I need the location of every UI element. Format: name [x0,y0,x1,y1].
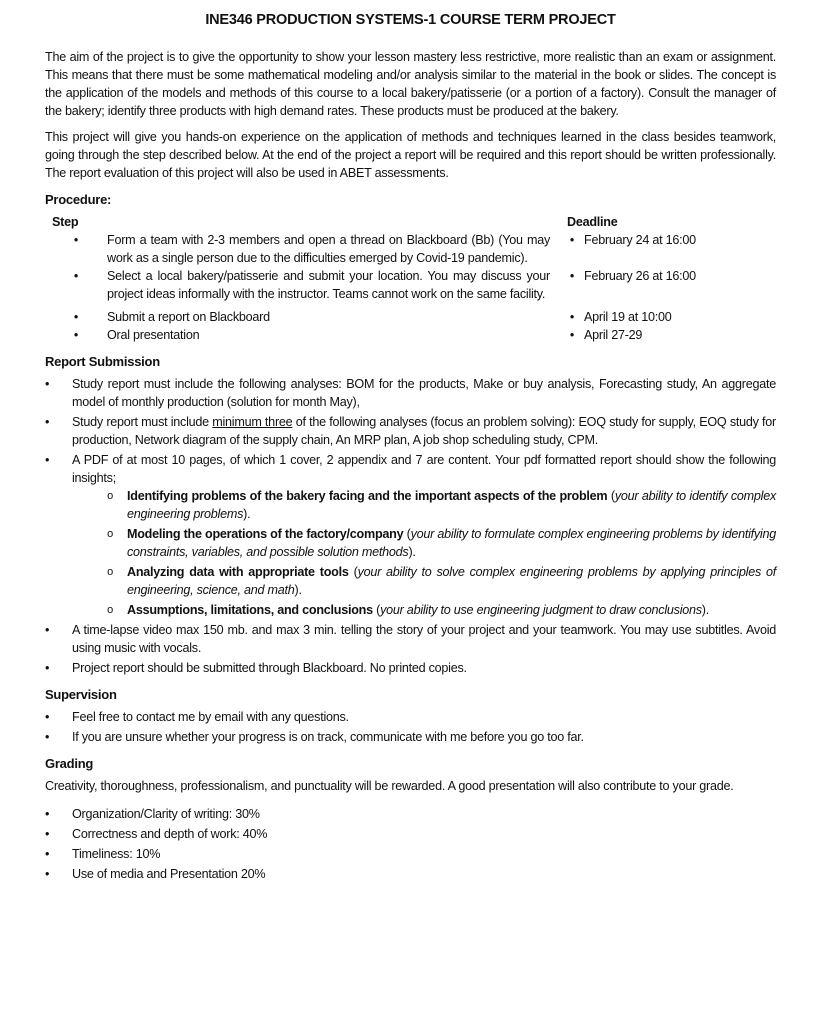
list-item [45,805,776,823]
procedure-row [45,267,776,303]
list-item [45,375,776,411]
list-item-text: If you are unsure whether your progress is on track, communicate with me before you go too far. [72,730,584,744]
list-item [45,621,776,657]
report-submission-heading: Report Submission [45,354,160,369]
list-item [45,825,776,843]
bullet: • [45,867,50,881]
list-item-text: A PDF of at most 10 pages, of which 1 cover, 2 appendix and 7 are content. Your pdf formatted report should show the following insights; [72,453,776,485]
procedure-row [45,308,776,326]
list-item-text: Feel free to contact me by email with any questions. [72,710,349,724]
bullet: • [73,328,79,342]
list-item-text: Organization/Clarity of writing: 30% [72,807,260,821]
list-item [45,451,776,487]
report-list [45,375,776,487]
list-item [45,708,776,726]
insight-item: o Identifying problems of the bakery facing and the important aspects of the problem (your ability to identify complex engineering problems). [45,487,776,523]
insight-title: Analyzing data with appropriate tools [127,565,349,579]
bullet: • [569,310,575,324]
insight-note: your ability to solve complex engineering problems by applying principles of engineering, science, and math [127,565,776,597]
step-header: Step [52,215,79,229]
procedure-header-row [52,213,776,231]
text-segment: Study report must include [72,415,213,429]
bullet: • [73,310,79,324]
list-item-text: A time-lapse video max 150 mb. and max 3 min. telling the story of your project and your teamwork. You may use subtitles. Avoid using music with vocals. [72,623,776,655]
bullet: • [45,661,50,675]
deadline-text: April 19 at 10:00 [584,310,672,324]
grading-heading: Grading [45,756,94,771]
procedure-row [45,231,776,267]
bullet: • [45,710,50,724]
list-item-text: Timeliness: 10% [72,847,161,861]
report-list-continued [45,621,776,677]
deadline-header: Deadline [567,215,618,229]
bullet: • [73,269,79,283]
supervision-heading: Supervision [45,687,117,702]
list-item-text: Study report must include the following analyses: BOM for the products, Make or buy analysis, Forecasting study, An aggregate model of monthly production (solution for month May), [72,377,776,409]
list-item [45,413,776,449]
procedure-heading: Procedure: [45,192,112,207]
insights-list [45,487,776,619]
bullet: • [45,623,50,637]
deadline-text: February 26 at 16:00 [584,269,696,283]
list-item [45,845,776,863]
insight-title: Assumptions, limitations, and conclusions [127,603,373,617]
bullet: • [45,415,50,429]
bullet: • [45,827,50,841]
insight-item: o Analyzing data with appropriate tools (your ability to solve complex engineering problems by applying principles of engineering, science, and math). [45,563,776,599]
step-text: Submit a report on Blackboard [107,310,270,324]
procedure-table [45,231,776,344]
step-text: Form a team with 2-3 members and open a thread on Blackboard (Bb) (You may work as a single person due to the difficulties emerged by Covid-19 pandemic). [107,233,550,265]
intro-paragraph: This project will give you hands-on experience on the application of methods and techniques learned in the class besides teamwork, going through the step described below. At the end of the project a report will be required and this report should be written professionally. The report evaluation of this project will also be used in ABET assessments. [45,130,776,180]
sub-bullet: o [107,566,113,578]
sub-bullet: o [107,604,113,616]
insight-item: o Modeling the operations of the factory/company (your ability to formulate complex engineering problems by identifying constraints, variables, and possible solution methods). [45,525,776,561]
bullet: • [45,730,50,744]
list-item-text: Use of media and Presentation 20% [72,867,266,881]
list-item [45,865,776,883]
document-title: INE346 PRODUCTION SYSTEMS-1 COURSE TERM PROJECT [205,12,616,28]
intro-paragraph: The aim of the project is to give the opportunity to show your lesson mastery less restrictive, more realistic than an exam or assignment. This means that there must be some mathematical modeling and/or analysis similar to the material in the book or slides. The concept is the application of the models and methods of this course to a local bakery/patisserie (or a portion of a factory). Consult the manager of the bakery; identify three products with high demand rates. These products must be produced at the bakery. [45,50,776,118]
insight-note: your ability to identify complex engineering problems [127,489,776,521]
bullet: • [569,328,575,342]
list-item [45,728,776,746]
bullet: • [569,233,575,247]
bullet: • [45,453,50,467]
grading-paragraph: Creativity, thoroughness, professionalism, and punctuality will be rewarded. A good presentation will also contribute to your grade. [45,779,734,793]
bullet: • [45,847,50,861]
list-item-text: Project report should be submitted through Blackboard. No printed copies. [72,661,467,675]
supervision-list [45,708,776,746]
deadline-text: April 27-29 [584,328,643,342]
list-item-text [72,413,776,449]
underlined-text: minimum three [212,415,293,429]
deadline-text: February 24 at 16:00 [584,233,696,247]
insight-title: Modeling the operations of the factory/company [127,527,404,541]
insight-title: Identifying problems of the bakery facing and the important aspects of the problem [127,489,608,503]
list-item-text: Correctness and depth of work: 40% [72,827,268,841]
sub-bullet: o [107,528,113,540]
bullet: • [569,269,575,283]
insight-item: o Assumptions, limitations, and conclusions (your ability to use engineering judgment to draw conclusions). [45,601,776,619]
step-text: Oral presentation [107,328,200,342]
bullet: • [45,807,50,821]
list-item [45,659,776,677]
grading-list [45,805,776,883]
bullet: • [73,233,79,247]
step-text: Select a local bakery/patisserie and submit your location. You may discuss your project ideas informally with the instructor. Teams cannot work on the same facility. [107,269,550,301]
sub-bullet: o [107,490,113,502]
insight-note: your ability to formulate complex engineering problems by identifying constraints, variables, and possible solution methods [127,527,776,559]
text-segment: of the following analyses (focus an problem solving): EOQ study for supply, EOQ study for production, Network diagram of the supply chain, An MRP plan, A job shop scheduling study, CPM. [72,415,776,447]
procedure-row [45,326,776,344]
insight-note: your ability to use engineering judgment to draw conclusions [380,603,702,617]
bullet: • [45,377,50,391]
